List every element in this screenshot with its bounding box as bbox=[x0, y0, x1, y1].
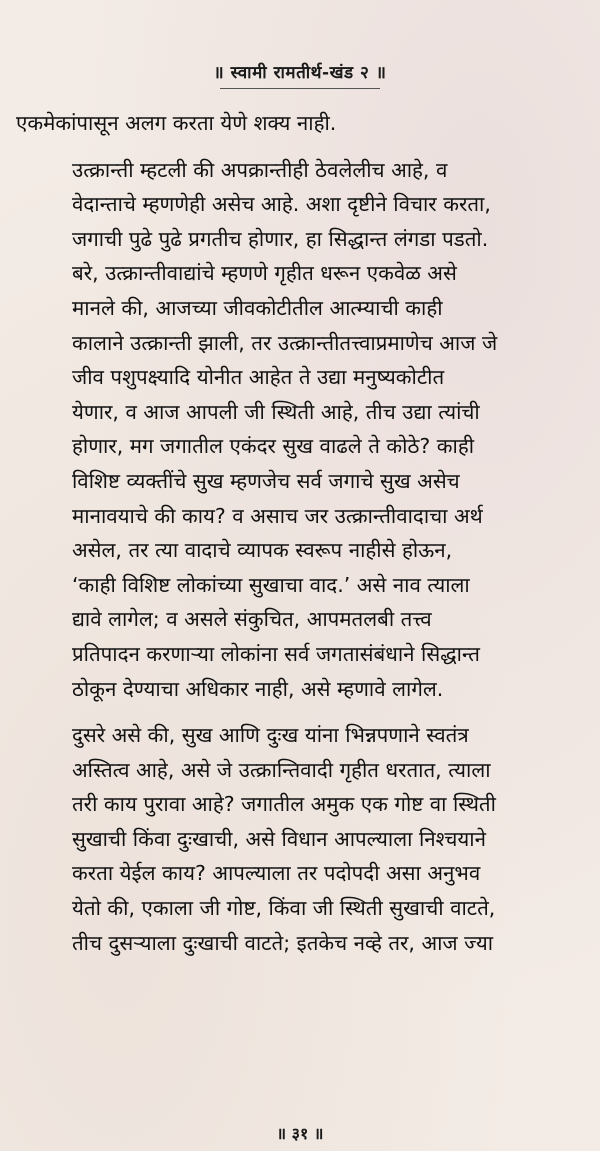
text-line: करता येईल काय? आपल्याला तर पदोपदी असा अनुभव bbox=[72, 861, 481, 886]
text-line: येतो की, एकाला जी गोष्ट, किंवा जी स्थिती सुखाची वाटते, bbox=[72, 896, 496, 921]
text-line: वेदान्ताचे म्हणणेही असेच आहे. अशा दृष्टीने विचार करता, bbox=[72, 192, 491, 217]
paragraph-happiness-sorrow bbox=[16, 718, 586, 960]
text-line: मानावयाचे की काय? व असाच जर उत्क्रान्तीवादाचा अर्थ bbox=[72, 503, 483, 528]
text-line: विशिष्ट व्यक्तींचे सुख म्हणजेच सर्व जगाचे सुख असेच bbox=[72, 468, 460, 493]
page-number: ॥ ३१ ॥ bbox=[276, 1124, 324, 1143]
text-line: कालाने उत्क्रान्ती झाली, तर उत्क्रान्तीतत्त्वाप्रमाणेच आज जे bbox=[72, 330, 498, 355]
text-line: दुसरे असे की, सुख आणि दुःख यांना भिन्नपणाने स्वतंत्र bbox=[72, 723, 469, 748]
text-line: प्रतिपादन करणाऱ्या लोकांना सर्व जगतासंबंधाने सिद्धान्त bbox=[72, 641, 480, 666]
text-line: येणार, व आज आपली जी स्थिती आहे, तीच उद्या त्यांची bbox=[72, 399, 480, 424]
text-line: तीच दुसऱ्याला दुःखाची वाटते; इतकेच नव्हे तर, आज ज्या bbox=[72, 930, 494, 955]
paragraph-continuation bbox=[16, 106, 586, 141]
text-line: अस्तित्व आहे, असे जे उत्क्रान्तिवादी गृहीत धरतात, त्याला bbox=[72, 757, 491, 782]
text-line: सुखाची किंवा दुःखाची, असे विधान आपल्याला निश्चयाने bbox=[72, 826, 486, 851]
running-header: ॥ स्वामी रामतीर्थ-खंड २ ॥ bbox=[213, 63, 387, 83]
text-line: द्यावे लागेल; व असले संकुचित, आपमतलबी तत्त्व bbox=[72, 607, 432, 632]
header-underline bbox=[220, 88, 380, 89]
text-line: ठोकून देण्याचा अधिकार नाही, असे म्हणावे लागेल. bbox=[72, 676, 444, 701]
page-body-text bbox=[16, 106, 586, 972]
text-line: एकमेकांपासून अलग करता येणे शक्य नाही. bbox=[16, 111, 337, 135]
text-line: ‘काही विशिष्ट लोकांच्या सुखाचा वाद.’ असे नाव त्याला bbox=[72, 572, 470, 597]
text-line: उत्क्रान्ती म्हटली की अपक्रान्तीही ठेवलेलीच आहे, व bbox=[72, 157, 448, 182]
text-line: जगाची पुढे पुढे प्रगतीच होणार, हा सिद्धान्त लंगडा पडतो. bbox=[72, 226, 489, 251]
text-line: होणार, मग जगातील एकंदर सुख वाढले ते कोठे? काही bbox=[72, 434, 475, 459]
text-line: बरे, उत्क्रान्तीवाद्यांचे म्हणणे गृहीत धरून एकवेळ असे bbox=[72, 261, 457, 286]
text-line: जीव पशुपक्ष्यादि योनीत आहेत ते उद्या मनुष्यकोटीत bbox=[72, 365, 445, 390]
paragraph-evolution-argument bbox=[16, 153, 586, 707]
text-line: तरी काय पुरावा आहे? जगातील अमुक एक गोष्ट वा स्थिती bbox=[72, 792, 496, 817]
text-line: असेल, तर त्या वादाचे व्यापक स्वरूप नाहीसे होऊन, bbox=[72, 538, 453, 563]
text-line: मानले की, आजच्या जीवकोटीतील आत्म्याची काही bbox=[72, 295, 443, 320]
